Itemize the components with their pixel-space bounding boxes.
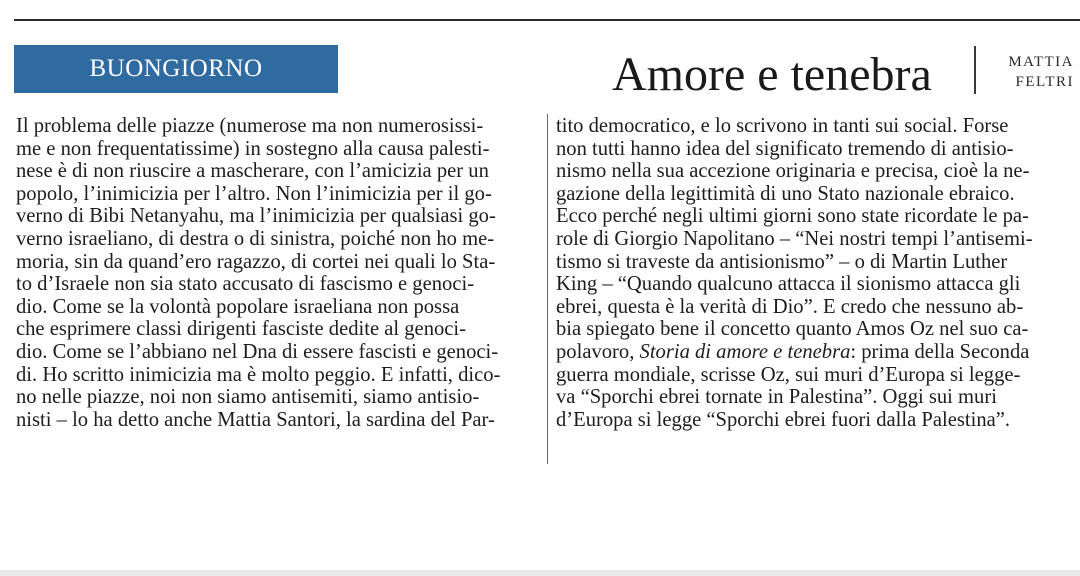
column-divider [547,114,548,464]
headline-divider [974,46,976,94]
article-headline: Amore e tenebra [612,48,932,101]
text-line: Il problema delle piazze (numerose ma non numerosissi- [16,115,484,137]
text-line: dio. Come se la volontà popolare israeliana non possa [16,295,460,318]
text-line: tito democratico, e lo scrivono in tanti sui social. Forse [556,115,1009,137]
text-line: va “Sporchi ebrei tornate in Palestina”. Oggi sui muri [556,386,997,409]
author-first-name: MATTIA [1008,54,1074,70]
text-line: bia spiegato bene il concetto quanto Amos Oz nel suo ca- [556,318,1029,341]
text-line: dio. Come se l’abbiano nel Dna di essere fascisti e genoci- [16,340,499,363]
author-last-name: FELTRI [1015,74,1074,90]
author-byline [990,52,1074,92]
text-line: che esprimere classi dirigenti fasciste dedite al genoci- [16,318,467,341]
text-line: polavoro, Storia di amore e tenebra: prima della Seconda [556,340,1030,363]
text-line: moria, sin da quand’ero ragazzo, di cortei nei quali lo Sta- [16,250,496,273]
text-line: nisti – lo ha detto anche Mattia Santori, la sardina del Par- [16,408,495,431]
right-text-column [556,115,1072,431]
text-line: gazione della legittimità di uno Stato nazionale ebraico. [556,182,1015,205]
top-rule [14,19,1080,21]
book-title: Storia di amore e tenebra [639,340,851,363]
text-line: verno di Bibi Netanyahu, ma l’inimicizia per qualsiasi go- [16,205,496,228]
text-line: nese è di non riuscire a mascherare, con l’amicizia per un [16,160,489,183]
bottom-strip [0,570,1080,576]
text-line: no nelle piazze, noi non siamo antisemiti, siamo antisio- [16,386,480,409]
text-line: non tutti hanno idea del significato tremendo di antisio- [556,137,1014,160]
rubric-label: BUONGIORNO [89,55,263,82]
left-text-column [16,115,541,431]
text-line: to d’Israele non sia stato accusato di fascismo e genoci- [16,273,475,296]
text-line: guerra mondiale, scrisse Oz, sui muri d’Europa si legge- [556,363,1021,386]
text-line: role di Giorgio Napolitano – “Nei nostri tempi l’antisemi- [556,227,1033,250]
text-line: tismo si traveste da antisionismo” – o di Martin Luther [556,250,1008,273]
text-line: nismo nella sua accezione originaria e precisa, cioè la ne- [556,160,1030,183]
text-line: King – “Quando qualcuno attacca il sionismo attacca gli [556,273,1021,296]
text-line: popolo, l’inimicizia per l’altro. Non l’inimicizia per il go- [16,182,492,205]
rubric-banner [14,45,338,93]
text-line: ebrei, questa è la verità di Dio”. E credo che nessuno ab- [556,295,1024,318]
text-line: Ecco perché negli ultimi giorni sono state ricordate le pa- [556,205,1029,228]
text-line: di. Ho scritto inimicizia ma è molto peggio. E infatti, dico- [16,363,501,386]
text-line: d’Europa si legge “Sporchi ebrei fuori dalla Palestina”. [556,408,1011,431]
text-line: me e non frequentatissime) in sostegno alla causa palesti- [16,137,490,160]
text-line: verno israeliano, di destra o di sinistra, poiché non ho me- [16,227,495,250]
